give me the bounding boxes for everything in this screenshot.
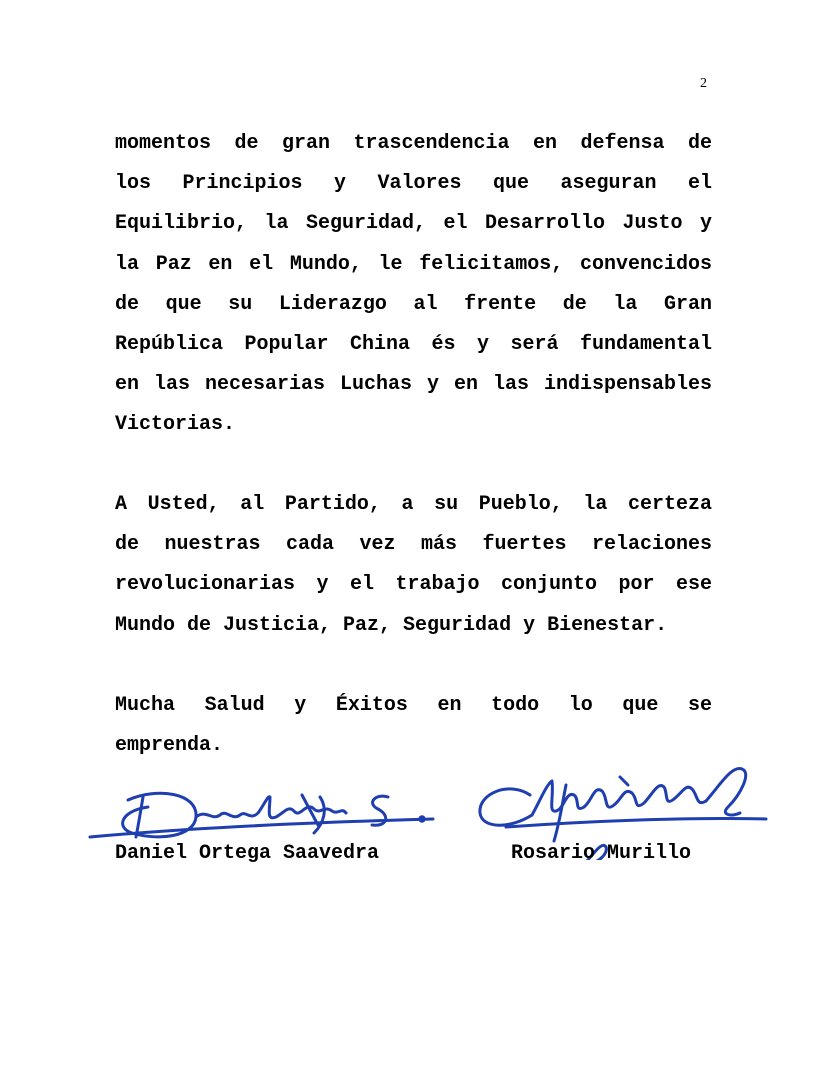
text-line: República Popular China és y será fundamental [115,332,712,356]
text-line: momentos de gran trascendencia en defensa de [115,132,712,155]
text-line: Mucha Salud y Éxitos en todo lo que se [115,694,712,717]
text-line: revolucionarias y el trabajo conjunto por ese [115,573,712,597]
text-line: Mundo de Justicia, Paz, Seguridad y Bienestar. [115,613,668,637]
paragraph-2 [115,485,712,646]
text-line: de que su Liderazgo al frente de la Gran [115,292,712,316]
text-line: la Paz en el Mundo, le felicitamos, convencidos [115,252,712,276]
text-line: en las necesarias Luchas y en las indispensables [115,373,712,397]
signer-name-ortega: Daniel Ortega Saavedra [115,842,380,865]
page-number: 2 [700,76,707,91]
text-line: Victorias. [115,413,236,437]
text-line: los Principios y Valores que aseguran el [115,172,712,196]
text-line: emprenda. [115,734,224,758]
paragraph-1 [115,124,712,446]
signer-name-murillo: Rosario Murillo [511,842,692,865]
text-line: A Usted, al Partido, a su Pueblo, la certeza [115,493,712,516]
text-line: Equilibrio, la Seguridad, el Desarrollo Justo y [115,212,712,236]
text-line: de nuestras cada vez más fuertes relaciones [115,533,712,557]
